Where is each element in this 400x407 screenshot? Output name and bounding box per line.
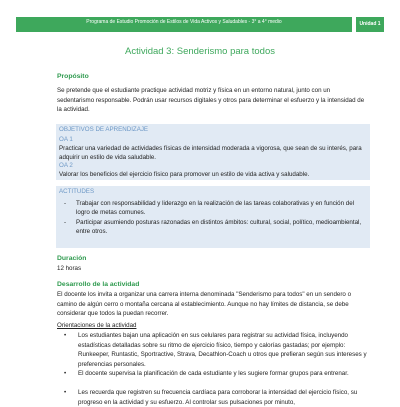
bullet-dash: - <box>64 219 67 226</box>
objectives-box <box>56 124 370 180</box>
bullet-dot: • <box>64 332 67 339</box>
unit-badge <box>356 17 384 32</box>
purpose-text: Se pretende que el estudiante practique actividad motriz y física en un entorno natural, junto con un sedentarismo responsable. Podrán usar recursos digitales y otros para determinar el esfuerzo y la intensidad de la actividad. <box>57 87 365 114</box>
program-header-bar <box>16 17 352 32</box>
oa1-text: Practicar una variedad de actividades físicas de intensidad moderada a vigorosa, que sean de su interés, para adquirir un estilo de vida saludable. <box>59 145 362 162</box>
attitude-item-2: Participar asumiendo posturas razonadas en distintos ámbitos: cultural, social, político, medioambiental, entre otros. <box>76 219 362 236</box>
orientation-item-2: El docente supervisa la planificación de cada estudiante y les sugiere formar grupos para entrenar. <box>78 370 349 377</box>
oa2-code: OA 2 <box>59 162 73 169</box>
program-title: Programa de Estudio Promoción de Estilos de Vida Activos y Saludables - 3° a 4° medio <box>86 19 282 25</box>
development-text: El docente los invita a organizar una carrera interna denominada "Senderismo para todos" en un sendero o camino de algún cerro o montaña cercana al establecimiento. Aunque no hay límites de distancia, se debe considerar que todos la puedan recorrer. <box>57 291 352 318</box>
bullet-dash: - <box>64 200 67 207</box>
activity-title: Actividad 3: Senderismo para todos <box>125 46 275 57</box>
development-heading: Desarrollo de la actividad <box>57 281 140 288</box>
bullet-dot: • <box>64 370 67 377</box>
orientation-item-1: Los estudiantes bajan una aplicación en sus celulares para registrar su actividad física, incluyendo estadísticas detalladas sobre su ritmo de ejercicio físico, tiempo y calorías gastadas; por ejemplo: Runkeeper, Runtastic, Sportractive, Strava, Decathlon-Coach u otros que prefieran según sus intereses y preferencias personales. <box>78 332 367 368</box>
orientation-item-3: Les recuerda que registren su frecuencia cardíaca para corroborar la intensidad del ejercicio físico, su progreso en la actividad y su esfuerzo. Al controlar sus pulsaciones por minuto, <box>78 389 358 406</box>
purpose-heading: Propósito <box>57 73 89 80</box>
oa2-text: Valorar los beneficios del ejercicio físico para promover un estilo de vida activa y saludable. <box>59 171 310 178</box>
bullet-dot: • <box>64 389 67 396</box>
attitudes-heading: ACTITUDES <box>59 188 95 195</box>
attitude-item-1: Trabajar con responsabilidad y liderazgo en la realización de las tareas colaborativas y en función del logro de metas comunes. <box>76 200 355 217</box>
orientations-heading: Orientaciones de la actividad <box>57 322 137 329</box>
oa1-code: OA 1 <box>59 136 73 143</box>
duration-value: 12 horas <box>57 265 82 272</box>
attitudes-box <box>56 186 370 248</box>
duration-heading: Duración <box>57 255 87 262</box>
unit-label: Unidad 1 <box>359 21 381 27</box>
objectives-heading: OBJETIVOS DE APRENDIZAJE <box>59 126 149 133</box>
